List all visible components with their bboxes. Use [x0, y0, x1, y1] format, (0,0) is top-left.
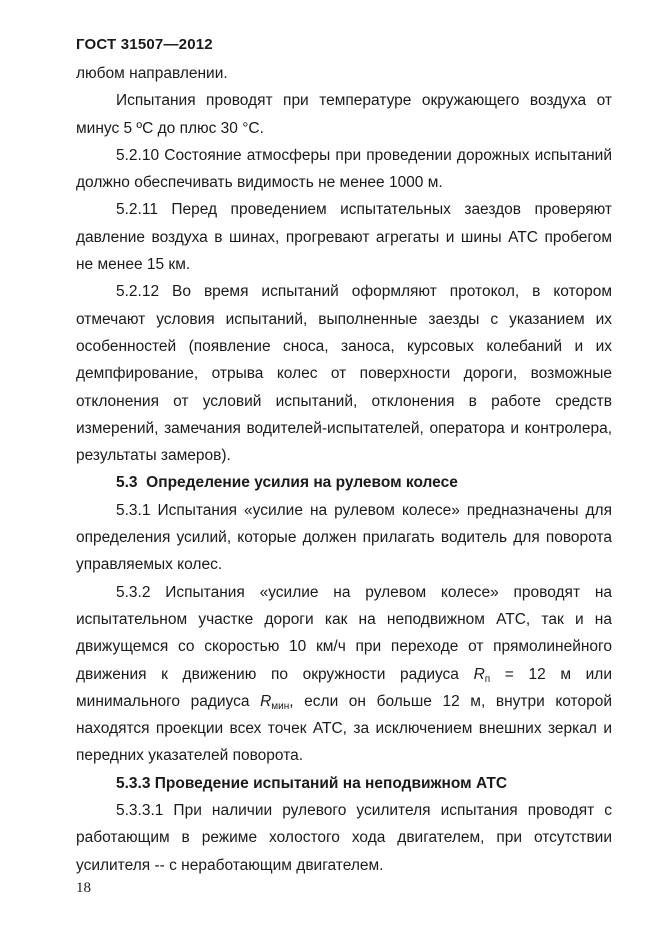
paragraph-5-3-2	[76, 579, 612, 770]
min-radius-variable: R	[260, 692, 272, 710]
paragraph-5-3-2-part1: 5.3.2 Испытания «усилие на рулевом колесе» проводят на испытательном участке дороги как на неподвижном АТС, так и на движущемся со скоростью 10 км/ч при переходе от прямолинейного движения к движению по окружности радиуса	[76, 583, 612, 683]
paragraph-5-2-12: 5.2.12 Во время испытаний оформляют протокол, в котором отмечают условия испытаний, выполненные заезды с указанием их особенностей (появление сноса, заноса, курсовых колебаний и их демпфирование, отрыва колес от поверхности дороги, возможные отклонения от условий испытаний, отклонения в работе средств измерений, замечания водителей-испытателей, оператора и контролера, результаты замеров).	[76, 283, 612, 465]
paragraph-5-2-11: 5.2.11 Перед проведением испытательных заездов проверяют давление воздуха в шинах, прогревают агрегаты и шины АТС пробегом не менее 15 км.	[76, 201, 612, 274]
paragraph-5-3-3-1: 5.3.3.1 При наличии рулевого усилителя испытания проводят с работающим в режиме холостого хода двигателем, при отсутствии усилителя -- с неработающим двигателем.	[76, 802, 612, 874]
document-header: ГОСТ 31507—2012	[76, 36, 213, 53]
page-body	[76, 60, 612, 879]
paragraph-5-3-1: 5.3.1 Испытания «усилие на рулевом колесе» предназначены для определения усилий, которые должен прилагать водитель для поворота управляемых колес.	[76, 501, 612, 574]
min-radius-subscript: мин	[271, 700, 290, 712]
paragraph-5-3-2-part2: = 12 м или минимального радиуса	[76, 665, 612, 710]
page-number: 18	[76, 880, 91, 896]
paragraph-5-2-10: 5.2.10 Состояние атмосферы при проведении дорожных испытаний должно обеспечивать видимость не менее 1000 м.	[76, 146, 612, 192]
section-heading-5-3: 5.3 Определение усилия на рулевом колесе	[116, 474, 458, 492]
paragraph-continuation: любом направлении.	[76, 65, 228, 82]
paragraph-temperature: Испытания проводят при температуре окружающего воздуха от минус 5 ºС до плюс 30 °С.	[76, 92, 612, 137]
radius-subscript: п	[484, 673, 491, 685]
radius-variable: R	[473, 665, 485, 683]
paragraph-5-3-2-part3: , если он больше 12 м, внутри которой находятся проекции всех точек АТС, за исключением внешних зеркал и передних указателей поворота.	[76, 692, 613, 765]
section-heading-5-3-3: 5.3.3 Проведение испытаний на неподвижном АТС	[116, 774, 508, 792]
